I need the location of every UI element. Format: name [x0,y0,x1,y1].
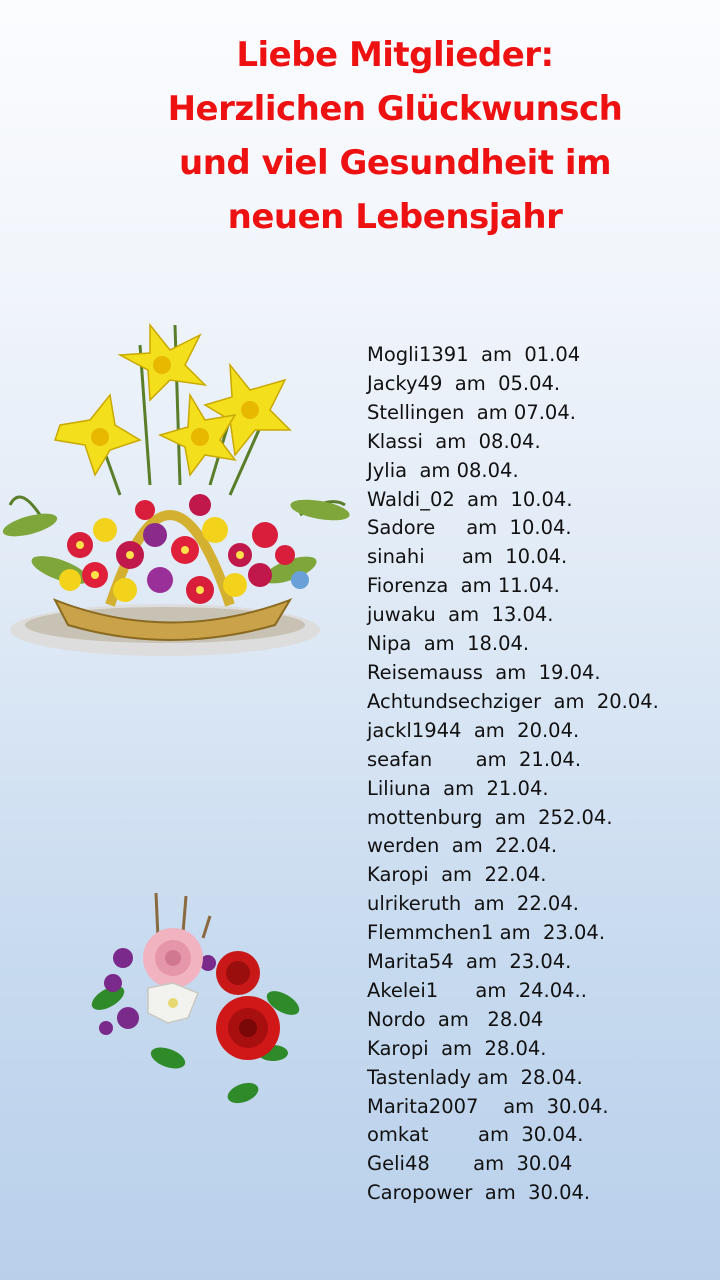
list-item: Geli48 am 30.04 [367,1152,573,1176]
list-item: Jacky49 am 05.04. [367,371,561,395]
greeting-line: Herzlichen Glückwunsch [167,89,623,129]
flower-basket-illustration [0,305,360,675]
list-item: ulrikeruth am 22.04. [367,892,579,916]
list-item: sinahi am 10.04. [367,545,568,569]
greeting-line: neuen Lebensjahr [227,197,563,237]
list-item: Jylia am 08.04. [367,458,519,482]
list-item: Waldi_02 am 10.04. [367,487,573,511]
list-item: Achtundsechziger am 20.04. [367,689,659,713]
list-item: Reisemauss am 19.04. [367,660,601,684]
list-item: juwaku am 13.04. [367,603,554,627]
list-item: jackl1944 am 20.04. [367,718,580,742]
birthday-list [367,341,659,1208]
list-item: Akelei1 am 24.04.. [367,978,587,1002]
list-item: Sadore am 10.04. [367,516,572,540]
rose-bouquet-illustration [88,888,303,1110]
list-item: Marita54 am 23.04. [367,950,572,974]
list-item: Liliuna am 21.04. [367,776,549,800]
list-item: Tastenlady am 28.04. [367,1065,583,1089]
list-item: werden am 22.04. [367,834,558,858]
list-item: Stellingen am 07.04. [367,400,576,424]
greeting-title [150,28,640,244]
list-item: mottenburg am 252.04. [367,805,613,829]
list-item: Caropower am 30.04. [367,1181,591,1205]
greeting-line: und viel Gesundheit im [179,143,611,183]
list-item: seafan am 21.04. [367,747,582,771]
list-item: Flemmchen1 am 23.04. [367,921,606,945]
list-item: omkat am 30.04. [367,1123,584,1147]
list-item: Mogli1391 am 01.04 [367,343,581,366]
list-item: Karopi am 22.04. [367,863,547,887]
list-item: Klassi am 08.04. [367,429,541,453]
greeting-line: Liebe Mitglieder: [236,35,554,75]
list-item: Fiorenza am 11.04. [367,574,560,598]
list-item: Nipa am 18.04. [367,632,530,656]
list-item: Marita2007 am 30.04. [367,1094,609,1118]
list-item: Karopi am 28.04. [367,1036,547,1060]
list-item: Nordo am 28.04 [367,1007,544,1031]
